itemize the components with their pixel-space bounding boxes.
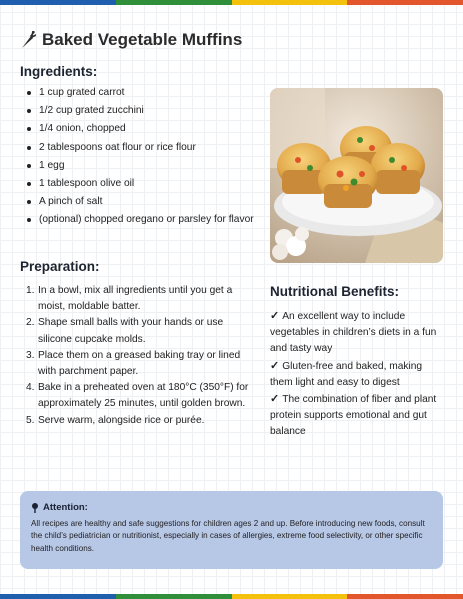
check-icon: ✓ <box>270 359 280 372</box>
stripe-yellow <box>232 594 348 599</box>
ingredient-item: A pinch of salt <box>26 193 262 211</box>
ingredients-list <box>26 84 262 230</box>
stripe-orange <box>347 0 463 5</box>
top-color-stripe <box>0 0 463 5</box>
step-number: 4. <box>26 382 35 394</box>
stripe-blue <box>0 0 116 5</box>
step-text: Bake in a preheated oven at 180°C (350°F) for approximately 25 minutes, until golden brown. <box>38 382 249 410</box>
ingredient-item: 1 tablespoon olive oil <box>26 175 262 193</box>
stripe-green <box>116 594 232 599</box>
preparation-heading: Preparation: <box>20 259 100 274</box>
step-number: 3. <box>26 349 35 361</box>
nutrition-text: The combination of fiber and plant protein supports emotional and gut balance <box>270 394 437 438</box>
step-item <box>26 315 258 347</box>
step-number: 1. <box>26 285 35 296</box>
ingredient-item: 1 cup grated carrot <box>26 84 262 102</box>
page-title <box>20 30 242 50</box>
ingredient-item: 1 egg <box>26 157 262 175</box>
nutrition-item <box>270 391 442 441</box>
attention-text: All recipes are healthy and safe suggestions for children ages 2 and up. Before introducing new foods, consult the child’s pediatrician or nutritionist, especially in cases of allergies, extreme food selectivity, or other specific health conditions. <box>31 519 425 553</box>
nutrition-list <box>270 308 442 441</box>
step-number: 5. <box>26 414 35 426</box>
step-item <box>26 348 258 380</box>
nutrition-item <box>270 358 442 391</box>
stripe-green <box>116 0 232 5</box>
nutrition-text: Gluten-free and baked, making them light and easy to digest <box>270 360 423 388</box>
stripe-yellow <box>232 0 348 5</box>
attention-box <box>20 491 443 569</box>
nutrition-text: An excellent way to include vegetables in children’s diets in a fun and tasty way <box>270 311 437 355</box>
carrot-icon <box>20 31 36 49</box>
stripe-blue <box>0 594 116 599</box>
stripe-orange <box>347 594 463 599</box>
pin-icon <box>31 503 39 513</box>
step-item <box>26 380 258 412</box>
step-number: 2. <box>26 317 35 329</box>
muffins-illustration <box>270 88 443 263</box>
muffins-photo <box>270 88 443 263</box>
step-text: Place them on a greased baking tray or lined with parchment paper. <box>38 349 241 378</box>
step-text: Serve warm, alongside rice or purée. <box>38 414 205 426</box>
step-item <box>26 283 258 315</box>
check-icon: ✓ <box>270 310 280 322</box>
ingredient-item: 1/2 cup grated zucchini <box>26 102 262 120</box>
attention-header <box>31 502 431 513</box>
nutrition-heading: Nutritional Benefits: <box>270 284 400 299</box>
attention-label: Attention: <box>43 502 88 513</box>
ingredient-item: (optional) chopped oregano or parsley for flavor <box>26 211 262 229</box>
page-title-text: Baked Vegetable Muffins <box>42 30 243 49</box>
step-text: Shape small balls with your hands or use silicone cupcake molds. <box>38 317 224 345</box>
step-text: In a bowl, mix all ingredients until you get a moist, moldable batter. <box>38 285 233 313</box>
check-icon: ✓ <box>270 393 280 406</box>
bottom-color-stripe <box>0 594 463 599</box>
step-item <box>26 413 258 429</box>
ingredient-item: 1/4 onion, chopped <box>26 120 262 138</box>
nutrition-item <box>270 308 442 358</box>
ingredients-heading: Ingredients: <box>20 64 98 79</box>
preparation-steps <box>26 283 258 429</box>
ingredient-item: 2 tablespoons oat flour or rice flour <box>26 139 262 157</box>
